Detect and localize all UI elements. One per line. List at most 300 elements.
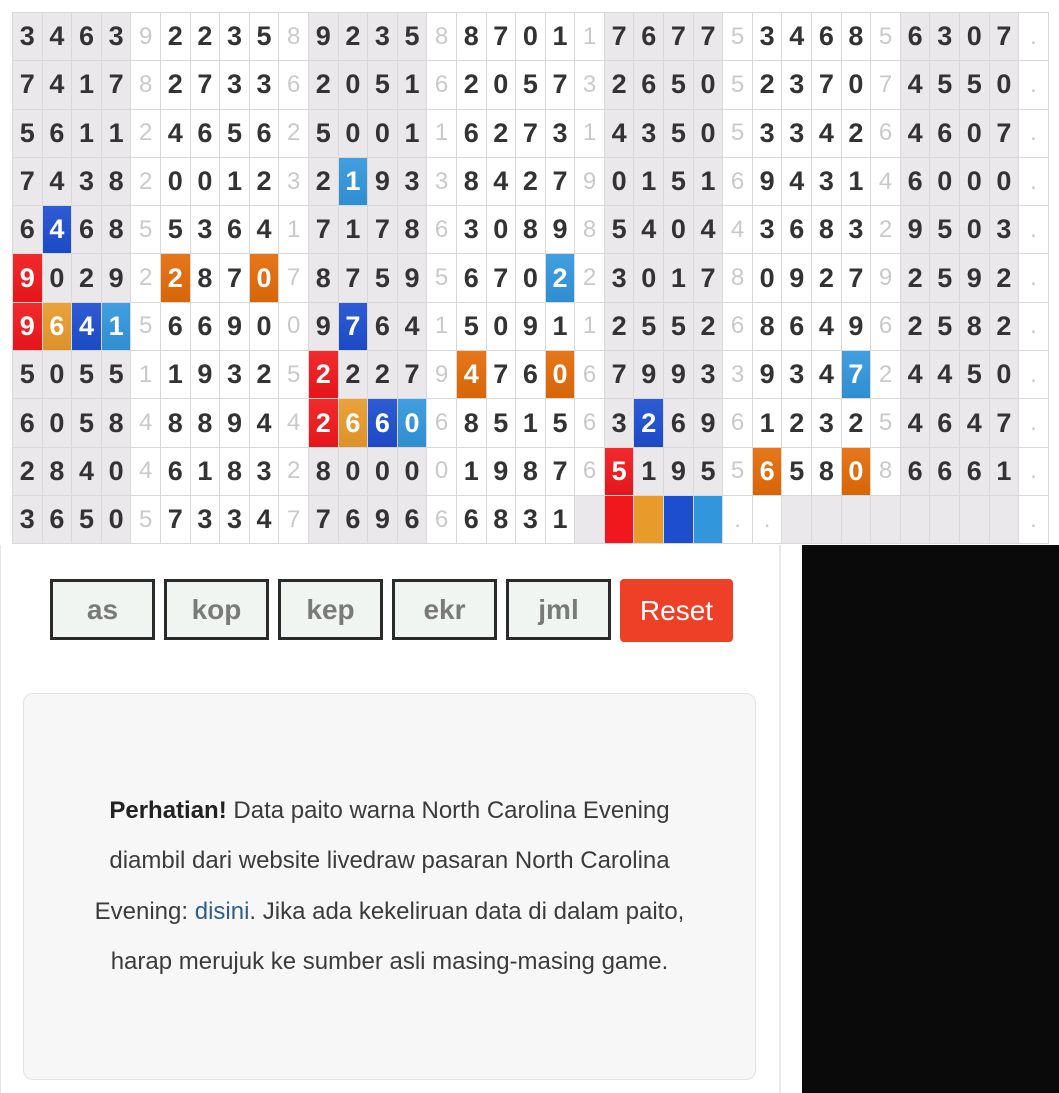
- result-digit-cell: 1: [339, 158, 369, 206]
- result-digit-cell: 1: [220, 158, 250, 206]
- pending-dot-cell: .: [1019, 61, 1049, 109]
- result-digit-cell: 3: [250, 448, 280, 496]
- result-digit-cell: 6: [901, 448, 931, 496]
- empty-cell: [990, 496, 1020, 544]
- result-digit-cell: 4: [634, 206, 664, 254]
- result-digit-cell: 3: [990, 206, 1020, 254]
- result-digit-cell: 1: [398, 110, 428, 158]
- result-digit-cell: 1: [753, 399, 783, 447]
- pending-color-cell: [664, 496, 694, 544]
- separator-digit-cell: 9: [131, 13, 161, 61]
- result-digit-cell: 0: [990, 158, 1020, 206]
- separator-digit-cell: 6: [427, 206, 457, 254]
- result-digit-cell: 2: [753, 61, 783, 109]
- result-digit-cell: 4: [782, 13, 812, 61]
- result-digit-cell: 6: [398, 496, 428, 544]
- result-digit-cell: 4: [250, 399, 280, 447]
- result-digit-cell: 8: [812, 448, 842, 496]
- result-digit-cell: 6: [930, 448, 960, 496]
- separator-digit-cell: 5: [131, 206, 161, 254]
- pending-dot-cell: .: [1019, 399, 1049, 447]
- result-digit-cell: 2: [161, 61, 191, 109]
- result-digit-cell: 7: [309, 206, 339, 254]
- result-digit-cell: 6: [634, 61, 664, 109]
- result-digit-cell: 9: [901, 206, 931, 254]
- result-digit-cell: 3: [930, 13, 960, 61]
- result-digit-cell: 2: [782, 399, 812, 447]
- separator-digit-cell: 8: [427, 13, 457, 61]
- result-digit-cell: 0: [487, 303, 517, 351]
- result-digit-cell: 3: [191, 496, 221, 544]
- result-digit-cell: 4: [457, 351, 487, 399]
- result-digit-cell: 9: [634, 351, 664, 399]
- result-digit-cell: 0: [102, 448, 132, 496]
- result-digit-cell: 9: [309, 13, 339, 61]
- separator-digit-cell: 2: [131, 158, 161, 206]
- pending-dot-cell: .: [1019, 351, 1049, 399]
- result-digit-cell: 0: [250, 303, 280, 351]
- result-digit-cell: 5: [220, 110, 250, 158]
- result-digit-cell: 5: [664, 61, 694, 109]
- result-digit-cell: 0: [753, 254, 783, 302]
- separator-digit-cell: 6: [427, 61, 457, 109]
- separator-digit-cell: 5: [723, 110, 753, 158]
- result-digit-cell: 1: [634, 158, 664, 206]
- result-digit-cell: 9: [753, 158, 783, 206]
- separator-digit-cell: 6: [723, 303, 753, 351]
- result-digit-cell: 4: [161, 110, 191, 158]
- result-digit-cell: 1: [990, 448, 1020, 496]
- result-digit-cell: 5: [960, 351, 990, 399]
- result-digit-cell: 4: [901, 351, 931, 399]
- result-digit-cell: 8: [309, 254, 339, 302]
- result-digit-cell: 7: [487, 254, 517, 302]
- result-digit-cell: 7: [161, 496, 191, 544]
- result-digit-cell: 7: [516, 110, 546, 158]
- result-digit-cell: 5: [930, 206, 960, 254]
- result-digit-cell: 3: [546, 110, 576, 158]
- result-digit-cell: 8: [309, 448, 339, 496]
- result-digit-cell: 8: [102, 158, 132, 206]
- result-digit-cell: 0: [487, 206, 517, 254]
- result-digit-cell: 8: [102, 206, 132, 254]
- result-digit-cell: 3: [694, 351, 724, 399]
- result-digit-cell: 0: [842, 448, 872, 496]
- separator-digit-cell: 2: [575, 254, 605, 302]
- empty-cell: [960, 496, 990, 544]
- result-digit-cell: 5: [664, 303, 694, 351]
- separator-digit-cell: 2: [131, 254, 161, 302]
- kop-button[interactable]: kop: [164, 579, 269, 640]
- result-digit-cell: 8: [161, 399, 191, 447]
- result-digit-cell: 6: [43, 303, 73, 351]
- result-digit-cell: 1: [72, 61, 102, 109]
- result-digit-cell: 8: [43, 448, 73, 496]
- result-digit-cell: 4: [901, 61, 931, 109]
- result-digit-cell: 9: [13, 303, 43, 351]
- result-digit-cell: 2: [990, 303, 1020, 351]
- result-digit-cell: 7: [842, 351, 872, 399]
- result-digit-cell: 4: [901, 399, 931, 447]
- result-digit-cell: 3: [13, 13, 43, 61]
- separator-digit-cell: 5: [131, 496, 161, 544]
- separator-digit-cell: 7: [279, 496, 309, 544]
- result-digit-cell: 8: [191, 399, 221, 447]
- pending-dot-cell: .: [1019, 206, 1049, 254]
- result-digit-cell: 8: [487, 496, 517, 544]
- result-digit-cell: 4: [43, 61, 73, 109]
- result-digit-cell: 9: [398, 254, 428, 302]
- result-digit-cell: 9: [220, 399, 250, 447]
- separator-digit-cell: 6: [723, 399, 753, 447]
- result-digit-cell: 7: [368, 206, 398, 254]
- result-digit-cell: 5: [930, 303, 960, 351]
- result-digit-cell: 9: [220, 303, 250, 351]
- result-digit-cell: 5: [546, 399, 576, 447]
- result-digit-cell: 1: [516, 399, 546, 447]
- separator-digit-cell: 2: [279, 110, 309, 158]
- result-digit-cell: 8: [457, 158, 487, 206]
- pending-dot-cell: .: [1019, 158, 1049, 206]
- result-digit-cell: 3: [220, 351, 250, 399]
- result-digit-cell: 5: [368, 254, 398, 302]
- empty-cell: [812, 496, 842, 544]
- result-digit-cell: 6: [191, 303, 221, 351]
- result-digit-cell: 3: [250, 61, 280, 109]
- paito-grid: [12, 12, 1049, 544]
- pending-dot-cell: .: [1019, 448, 1049, 496]
- separator-digit-cell: 2: [871, 351, 901, 399]
- content-divider: [779, 545, 781, 1093]
- result-digit-cell: 1: [694, 158, 724, 206]
- result-digit-cell: 0: [960, 206, 990, 254]
- separator-digit-cell: 5: [427, 254, 457, 302]
- separator-digit-cell: 4: [131, 399, 161, 447]
- ekr-button[interactable]: ekr: [392, 579, 497, 640]
- separator-digit-cell: 5: [723, 448, 753, 496]
- result-digit-cell: 3: [220, 61, 250, 109]
- result-digit-cell: 2: [309, 61, 339, 109]
- result-digit-cell: 9: [487, 448, 517, 496]
- result-digit-cell: 8: [960, 303, 990, 351]
- result-digit-cell: 1: [72, 110, 102, 158]
- result-digit-cell: 2: [250, 351, 280, 399]
- separator-digit-cell: 6: [279, 61, 309, 109]
- separator-digit-cell: 1: [575, 303, 605, 351]
- result-digit-cell: 1: [102, 303, 132, 351]
- result-digit-cell: 4: [812, 110, 842, 158]
- result-digit-cell: 0: [694, 61, 724, 109]
- result-digit-cell: 5: [664, 158, 694, 206]
- result-digit-cell: 4: [694, 206, 724, 254]
- result-digit-cell: 4: [43, 158, 73, 206]
- result-digit-cell: 9: [102, 254, 132, 302]
- result-digit-cell: 1: [398, 61, 428, 109]
- result-digit-cell: 2: [191, 13, 221, 61]
- result-digit-cell: 0: [43, 254, 73, 302]
- result-digit-cell: 6: [13, 399, 43, 447]
- separator-digit-cell: 2: [131, 110, 161, 158]
- result-digit-cell: 5: [516, 61, 546, 109]
- result-digit-cell: 6: [960, 448, 990, 496]
- result-digit-cell: 0: [339, 61, 369, 109]
- result-digit-cell: 1: [634, 448, 664, 496]
- result-digit-cell: 2: [842, 110, 872, 158]
- separator-digit-cell: 1: [575, 110, 605, 158]
- result-digit-cell: 8: [457, 13, 487, 61]
- result-digit-cell: 1: [842, 158, 872, 206]
- separator-digit-cell: 0: [279, 303, 309, 351]
- result-digit-cell: 3: [753, 13, 783, 61]
- result-digit-cell: 7: [487, 351, 517, 399]
- result-digit-cell: 5: [72, 351, 102, 399]
- result-digit-cell: 6: [250, 110, 280, 158]
- result-digit-cell: 6: [220, 206, 250, 254]
- result-digit-cell: 0: [605, 158, 635, 206]
- separator-digit-cell: 9: [575, 158, 605, 206]
- result-digit-cell: 3: [102, 13, 132, 61]
- empty-cell: [930, 496, 960, 544]
- result-digit-cell: 5: [368, 61, 398, 109]
- separator-digit-cell: 3: [279, 158, 309, 206]
- result-digit-cell: 5: [161, 206, 191, 254]
- result-digit-cell: 7: [487, 13, 517, 61]
- result-digit-cell: 3: [753, 206, 783, 254]
- result-digit-cell: 6: [368, 303, 398, 351]
- result-digit-cell: 0: [694, 110, 724, 158]
- result-digit-cell: 7: [339, 303, 369, 351]
- separator-digit-cell: 4: [279, 399, 309, 447]
- result-digit-cell: 9: [664, 448, 694, 496]
- result-digit-cell: 6: [930, 110, 960, 158]
- result-digit-cell: 0: [43, 351, 73, 399]
- result-digit-cell: 2: [457, 61, 487, 109]
- result-digit-cell: 6: [13, 206, 43, 254]
- separator-digit-cell: 4: [723, 206, 753, 254]
- result-digit-cell: 6: [72, 13, 102, 61]
- result-digit-cell: 8: [220, 448, 250, 496]
- result-digit-cell: 3: [605, 399, 635, 447]
- result-digit-cell: 5: [605, 448, 635, 496]
- result-digit-cell: 0: [102, 496, 132, 544]
- result-digit-cell: 7: [13, 158, 43, 206]
- result-digit-cell: 5: [782, 448, 812, 496]
- result-digit-cell: 6: [457, 496, 487, 544]
- separator-digit-cell: 5: [871, 399, 901, 447]
- result-digit-cell: 4: [487, 158, 517, 206]
- empty-cell: [871, 496, 901, 544]
- result-digit-cell: 4: [901, 110, 931, 158]
- result-digit-cell: 0: [990, 351, 1020, 399]
- result-digit-cell: 3: [782, 110, 812, 158]
- result-digit-cell: 4: [812, 303, 842, 351]
- result-digit-cell: 0: [161, 158, 191, 206]
- result-digit-cell: 2: [161, 13, 191, 61]
- separator-digit-cell: 6: [575, 448, 605, 496]
- jml-button[interactable]: jml: [506, 579, 611, 640]
- separator-digit-cell: 8: [279, 13, 309, 61]
- result-digit-cell: 4: [812, 351, 842, 399]
- result-digit-cell: 4: [250, 496, 280, 544]
- pending-dot-cell: .: [1019, 496, 1049, 544]
- result-digit-cell: 4: [930, 351, 960, 399]
- result-digit-cell: 2: [487, 110, 517, 158]
- result-digit-cell: 0: [664, 206, 694, 254]
- pending-dot-cell: .: [753, 496, 783, 544]
- result-digit-cell: 8: [457, 399, 487, 447]
- separator-digit-cell: 8: [871, 448, 901, 496]
- empty-cell: [842, 496, 872, 544]
- result-digit-cell: 7: [664, 13, 694, 61]
- result-digit-cell: 0: [960, 110, 990, 158]
- result-digit-cell: 7: [546, 448, 576, 496]
- result-digit-cell: 5: [605, 206, 635, 254]
- pending-dot-cell: .: [1019, 303, 1049, 351]
- result-digit-cell: 8: [516, 206, 546, 254]
- result-digit-cell: 2: [546, 254, 576, 302]
- result-digit-cell: 2: [694, 303, 724, 351]
- result-digit-cell: 2: [309, 351, 339, 399]
- result-digit-cell: 0: [516, 13, 546, 61]
- result-digit-cell: 1: [457, 448, 487, 496]
- notice-box: [23, 693, 756, 1080]
- separator-digit-cell: 6: [871, 303, 901, 351]
- pending-color-cell: [694, 496, 724, 544]
- kep-button[interactable]: kep: [278, 579, 383, 640]
- result-digit-cell: 1: [664, 254, 694, 302]
- separator-digit-cell: 6: [871, 110, 901, 158]
- separator-digit-cell: 5: [871, 13, 901, 61]
- result-digit-cell: 0: [546, 351, 576, 399]
- result-digit-cell: 6: [339, 399, 369, 447]
- result-digit-cell: 0: [43, 399, 73, 447]
- separator-digit-cell: 3: [575, 61, 605, 109]
- separator-digit-cell: 3: [427, 158, 457, 206]
- result-digit-cell: 8: [812, 206, 842, 254]
- result-digit-cell: 7: [990, 13, 1020, 61]
- result-digit-cell: 8: [398, 206, 428, 254]
- result-digit-cell: 3: [516, 496, 546, 544]
- separator-digit-cell: 5: [131, 303, 161, 351]
- result-digit-cell: 5: [102, 351, 132, 399]
- result-digit-cell: 3: [842, 206, 872, 254]
- notice-text-after: . Jika ada kekeliruan data di dalam paito, harap merujuk ke sumber asli masing-masing game.: [110, 897, 685, 975]
- result-digit-cell: 2: [605, 61, 635, 109]
- notice-source-link[interactable]: disini: [194, 897, 250, 925]
- result-digit-cell: 7: [546, 61, 576, 109]
- result-digit-cell: 8: [102, 399, 132, 447]
- result-digit-cell: 9: [13, 254, 43, 302]
- notice-text: [86, 786, 693, 988]
- result-digit-cell: 6: [161, 303, 191, 351]
- result-digit-cell: 5: [13, 351, 43, 399]
- result-digit-cell: 2: [161, 254, 191, 302]
- result-digit-cell: 6: [753, 448, 783, 496]
- result-digit-cell: 1: [546, 496, 576, 544]
- separator-digit-cell: 1: [575, 13, 605, 61]
- result-digit-cell: 0: [368, 110, 398, 158]
- result-digit-cell: 7: [13, 61, 43, 109]
- result-digit-cell: 2: [901, 254, 931, 302]
- result-digit-cell: 9: [368, 496, 398, 544]
- result-digit-cell: 3: [220, 496, 250, 544]
- result-digit-cell: 5: [398, 13, 428, 61]
- result-digit-cell: 7: [191, 61, 221, 109]
- separator-digit-cell: 1: [427, 303, 457, 351]
- empty-cell: [575, 496, 605, 544]
- result-digit-cell: 5: [250, 13, 280, 61]
- result-digit-cell: 0: [634, 254, 664, 302]
- result-digit-cell: 8: [516, 448, 546, 496]
- separator-digit-cell: 7: [279, 254, 309, 302]
- result-digit-cell: 8: [753, 303, 783, 351]
- result-digit-cell: 9: [694, 399, 724, 447]
- empty-cell: [782, 496, 812, 544]
- result-digit-cell: 3: [634, 110, 664, 158]
- separator-digit-cell: 6: [575, 399, 605, 447]
- result-digit-cell: 3: [812, 399, 842, 447]
- separator-digit-cell: 4: [871, 158, 901, 206]
- result-digit-cell: 8: [842, 13, 872, 61]
- result-digit-cell: 7: [842, 254, 872, 302]
- result-digit-cell: 9: [664, 351, 694, 399]
- result-digit-cell: 1: [191, 448, 221, 496]
- result-digit-cell: 7: [990, 399, 1020, 447]
- result-digit-cell: 2: [339, 13, 369, 61]
- separator-digit-cell: 2: [871, 206, 901, 254]
- reset-button[interactable]: Reset: [620, 579, 733, 642]
- result-digit-cell: 9: [960, 254, 990, 302]
- result-digit-cell: 2: [13, 448, 43, 496]
- result-digit-cell: 2: [250, 158, 280, 206]
- empty-cell: [901, 496, 931, 544]
- result-digit-cell: 6: [457, 254, 487, 302]
- separator-digit-cell: 6: [427, 496, 457, 544]
- separator-digit-cell: 1: [427, 110, 457, 158]
- result-digit-cell: 3: [753, 110, 783, 158]
- separator-digit-cell: 5: [723, 61, 753, 109]
- result-digit-cell: 5: [960, 61, 990, 109]
- result-digit-cell: 2: [339, 351, 369, 399]
- result-digit-cell: 6: [161, 448, 191, 496]
- result-digit-cell: 4: [960, 399, 990, 447]
- result-digit-cell: 0: [368, 448, 398, 496]
- result-digit-cell: 6: [339, 496, 369, 544]
- result-digit-cell: 4: [43, 13, 73, 61]
- controls-bar: [50, 579, 733, 642]
- result-digit-cell: 9: [842, 303, 872, 351]
- result-digit-cell: 5: [694, 448, 724, 496]
- result-digit-cell: 5: [72, 399, 102, 447]
- result-digit-cell: 4: [72, 448, 102, 496]
- result-digit-cell: 0: [930, 158, 960, 206]
- result-digit-cell: 6: [43, 110, 73, 158]
- result-digit-cell: 1: [546, 13, 576, 61]
- result-digit-cell: 7: [309, 496, 339, 544]
- result-digit-cell: 1: [339, 206, 369, 254]
- result-digit-cell: 7: [694, 13, 724, 61]
- result-digit-cell: 0: [339, 448, 369, 496]
- separator-digit-cell: 2: [279, 448, 309, 496]
- result-digit-cell: 3: [398, 158, 428, 206]
- result-digit-cell: 4: [398, 303, 428, 351]
- result-digit-cell: 7: [812, 61, 842, 109]
- result-digit-cell: 7: [694, 254, 724, 302]
- result-digit-cell: 5: [930, 61, 960, 109]
- result-digit-cell: 0: [960, 13, 990, 61]
- as-button[interactable]: as: [50, 579, 155, 640]
- separator-digit-cell: 6: [723, 158, 753, 206]
